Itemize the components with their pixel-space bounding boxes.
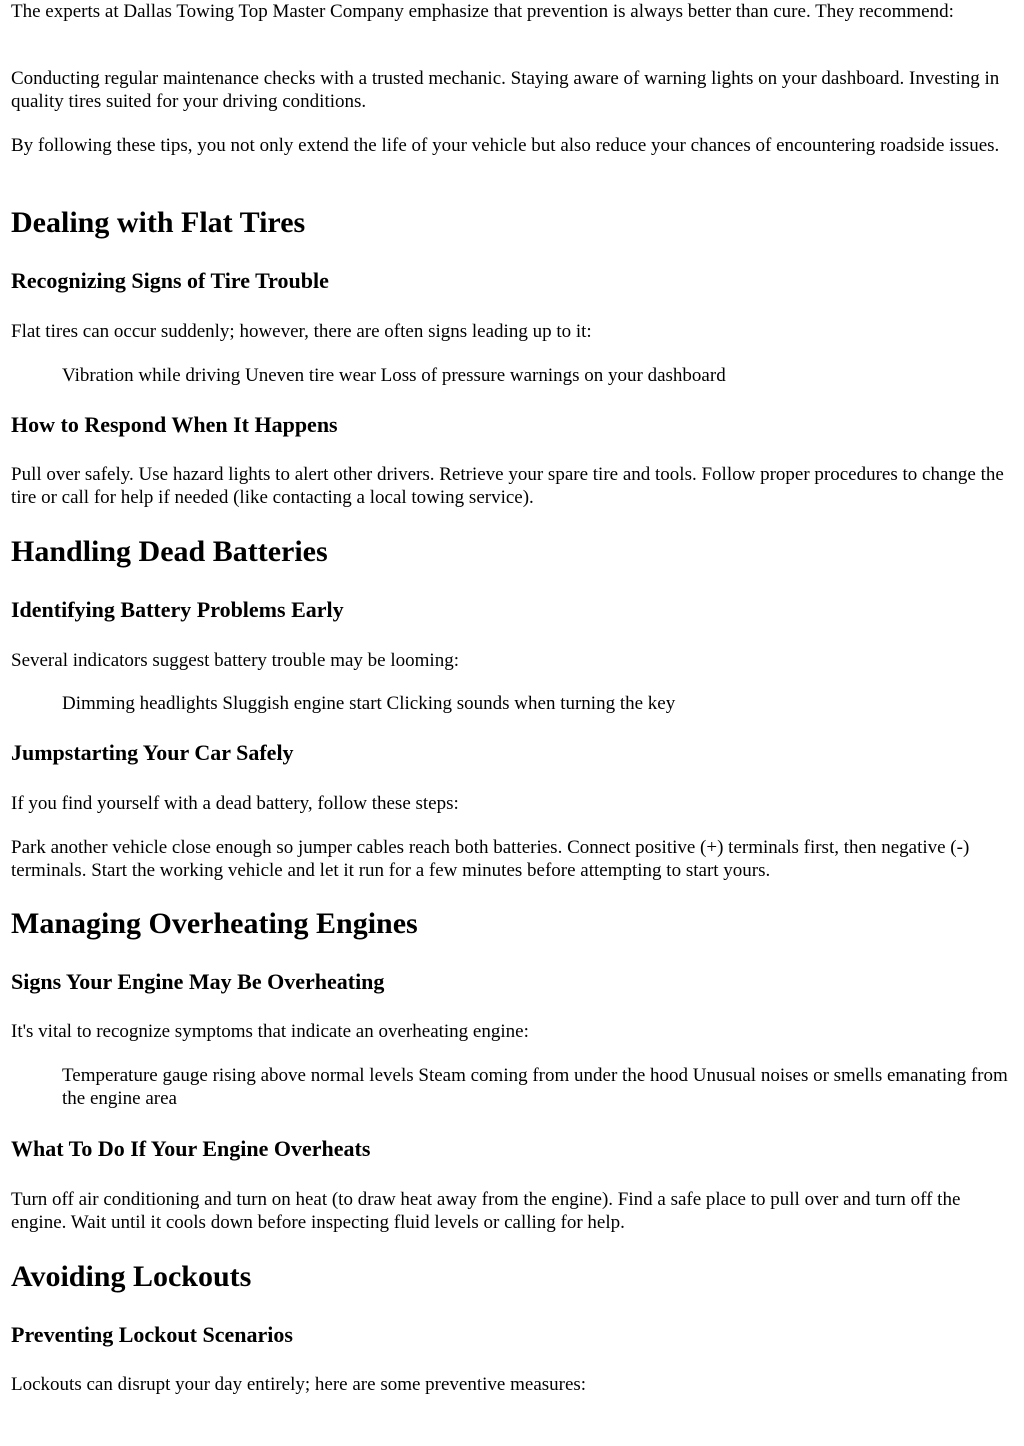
battery-signs-intro: Several indicators suggest battery trouble may be looming: xyxy=(11,650,459,671)
respond-paragraph: Pull over safely. Use hazard lights to alert other drivers. Retrieve your spare tire and tools. Follow proper procedures to change the tire or call for help if needed (like contacting a local towing service). xyxy=(11,464,1004,508)
tire-signs-list: Vibration while driving Uneven tire wear Loss of pressure warnings on your dashboard xyxy=(62,365,726,386)
subheading-respond: How to Respond When It Happens xyxy=(11,412,338,437)
tips-benefit-paragraph: By following these tips, you not only extend the life of your vehicle but also reduce your chances of encountering roadside issues. xyxy=(11,135,1000,156)
subheading-overheating-signs: Signs Your Engine May Be Overheating xyxy=(11,969,385,994)
section-heading-lockouts: Avoiding Lockouts xyxy=(11,1260,252,1293)
battery-signs-list: Dimming headlights Sluggish engine start Clicking sounds when turning the key xyxy=(62,693,676,714)
subheading-battery-problems: Identifying Battery Problems Early xyxy=(11,597,344,622)
subheading-preventing-lockouts: Preventing Lockout Scenarios xyxy=(11,1322,293,1347)
subheading-jumpstart: Jumpstarting Your Car Safely xyxy=(11,740,294,765)
subheading-overheating-action: What To Do If Your Engine Overheats xyxy=(11,1136,371,1161)
section-heading-overheating: Managing Overheating Engines xyxy=(11,907,418,940)
intro-paragraph: The experts at Dallas Towing Top Master Company emphasize that prevention is always better than cure. They recommend: xyxy=(11,1,954,22)
jumpstart-steps: Park another vehicle close enough so jumper cables reach both batteries. Connect positive (+) terminals first, then negative (-) terminals. Start the working vehicle and let it run for a few minutes before attempting to start yours. xyxy=(11,837,970,881)
overheating-signs-intro: It's vital to recognize symptoms that indicate an overheating engine: xyxy=(11,1021,529,1042)
jumpstart-intro: If you find yourself with a dead battery, follow these steps: xyxy=(11,793,459,814)
subheading-tire-trouble-signs: Recognizing Signs of Tire Trouble xyxy=(11,268,329,293)
lockout-prevention-intro: Lockouts can disrupt your day entirely; here are some preventive measures: xyxy=(11,1374,587,1395)
section-heading-flat-tires: Dealing with Flat Tires xyxy=(11,206,306,239)
tire-signs-intro: Flat tires can occur suddenly; however, there are often signs leading up to it: xyxy=(11,321,592,342)
recommendations-paragraph: Conducting regular maintenance checks with a trusted mechanic. Staying aware of warning lights on your dashboard. Investing in quality tires suited for your driving conditions. xyxy=(11,68,1000,112)
overheating-action-paragraph: Turn off air conditioning and turn on heat (to draw heat away from the engine). Find a safe place to pull over and turn off the engine. Wait until it cools down before inspecting fluid levels or calling for help. xyxy=(11,1189,961,1233)
overheating-signs-list: Temperature gauge rising above normal levels Steam coming from under the hood Unusual noises or smells emanating from the engine area xyxy=(62,1065,1008,1109)
section-heading-dead-batteries: Handling Dead Batteries xyxy=(11,535,328,568)
